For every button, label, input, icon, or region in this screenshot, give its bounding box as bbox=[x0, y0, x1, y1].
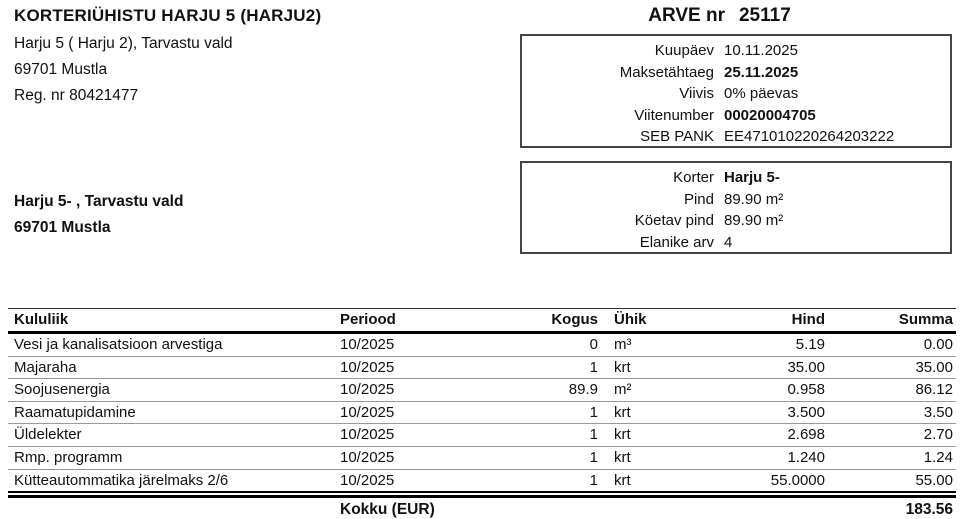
apartment-detail-row bbox=[522, 232, 950, 254]
cell-summa: 86.12 bbox=[915, 381, 953, 399]
cell-kululiik: Raamatupidamine bbox=[14, 403, 136, 421]
apartment-detail-label: Elanike arv bbox=[639, 233, 714, 251]
table-row bbox=[8, 424, 956, 447]
total-row bbox=[8, 498, 956, 519]
invoice-detail-label: Maksetähtaeg bbox=[619, 63, 714, 81]
header-periood: Periood bbox=[340, 311, 396, 328]
total-divider bbox=[8, 491, 956, 498]
cell-summa: 35.00 bbox=[915, 358, 953, 376]
cell-hind: 5.19 bbox=[795, 336, 825, 353]
invoice-detail-row bbox=[522, 105, 950, 127]
apartment-detail-label: Pind bbox=[683, 190, 714, 208]
invoice-detail-row bbox=[522, 126, 950, 148]
invoice-detail-value: 0% päevas bbox=[724, 85, 799, 103]
cell-summa: 3.50 bbox=[923, 403, 953, 421]
issuer-block bbox=[14, 6, 321, 109]
invoice-detail-value: 25.11.2025 bbox=[724, 63, 799, 81]
table-row bbox=[8, 379, 956, 402]
cell-hind: 0.958 bbox=[787, 381, 825, 399]
cell-kogus: 1 bbox=[589, 403, 598, 421]
apartment-detail-row bbox=[522, 189, 950, 211]
cell-yhik: krt bbox=[614, 448, 631, 466]
recipient-block bbox=[14, 189, 183, 241]
total-label: Kokku (EUR) bbox=[340, 501, 435, 519]
cell-yhik: krt bbox=[614, 426, 631, 444]
cell-kogus: 1 bbox=[589, 448, 598, 466]
recipient-line2: 69701 Mustla bbox=[14, 219, 111, 236]
cell-yhik: krt bbox=[614, 403, 631, 421]
cell-kululiik: Vesi ja kanalisatsioon arvestiga bbox=[14, 336, 223, 353]
invoice-detail-label: SEB PANK bbox=[640, 128, 714, 146]
apartment-detail-value: 89.90 m² bbox=[724, 212, 784, 230]
cell-summa: 2.70 bbox=[923, 426, 953, 444]
cell-kululiik: Soojusenergia bbox=[14, 381, 110, 399]
cell-kogus: 1 bbox=[589, 358, 598, 376]
table-row bbox=[8, 402, 956, 425]
cell-periood: 10/2025 bbox=[340, 426, 395, 444]
cell-kululiik: Rmp. programm bbox=[14, 448, 123, 466]
header-kululiik: Kululiik bbox=[14, 311, 69, 328]
cell-yhik: krt bbox=[614, 471, 631, 489]
cell-hind: 1.240 bbox=[787, 448, 825, 466]
invoice-detail-value: 10.11.2025 bbox=[724, 42, 798, 59]
cell-kululiik: Kütteautommatika järelmaks 2/6 bbox=[14, 471, 229, 489]
apartment-detail-value: 4 bbox=[724, 233, 733, 251]
cell-periood: 10/2025 bbox=[340, 336, 395, 353]
invoice-title bbox=[522, 5, 917, 27]
table-row bbox=[8, 470, 956, 492]
charges-table bbox=[8, 308, 956, 519]
cell-periood: 10/2025 bbox=[340, 358, 395, 376]
table-row bbox=[8, 334, 956, 357]
apartment-detail-label: Köetav pind bbox=[634, 212, 714, 230]
cell-periood: 10/2025 bbox=[340, 471, 395, 489]
invoice-detail-label: Kuupäev bbox=[654, 42, 714, 59]
apartment-detail-row bbox=[522, 167, 950, 189]
cell-hind: 35.00 bbox=[787, 358, 825, 376]
cell-summa: 0.00 bbox=[923, 336, 953, 353]
cell-yhik: m² bbox=[614, 381, 632, 399]
issuer-name: KORTERIÜHISTU HARJU 5 (HARJU2) bbox=[14, 6, 322, 25]
issuer-registration: Reg. nr 80421477 bbox=[14, 87, 139, 104]
apartment-detail-value: Harju 5- bbox=[724, 169, 780, 186]
invoice-details-box bbox=[520, 34, 952, 148]
cell-yhik: krt bbox=[614, 358, 631, 376]
cell-kululiik: Majaraha bbox=[14, 358, 77, 376]
invoice-detail-value: 00020004705 bbox=[724, 106, 816, 124]
cell-periood: 10/2025 bbox=[340, 403, 395, 421]
charges-table-body bbox=[8, 334, 956, 491]
cell-kululiik: Üldelekter bbox=[14, 426, 82, 444]
apartment-details-box bbox=[520, 161, 952, 254]
invoice-number: 25117 bbox=[738, 5, 791, 26]
invoice-detail-label: Viitenumber bbox=[634, 106, 714, 124]
cell-hind: 3.500 bbox=[787, 403, 825, 421]
cell-hind: 2.698 bbox=[787, 426, 825, 444]
invoice-detail-value: EE471010220264203222 bbox=[724, 128, 895, 146]
apartment-detail-value: 89.90 m² bbox=[724, 190, 784, 208]
cell-summa: 55.00 bbox=[915, 471, 953, 489]
invoice-title-label: ARVE nr bbox=[648, 5, 725, 26]
header-yhik: Ühik bbox=[614, 311, 647, 328]
cell-hind: 55.0000 bbox=[770, 471, 825, 489]
cell-kogus: 89.9 bbox=[568, 381, 598, 399]
total-value: 183.56 bbox=[905, 501, 953, 519]
cell-periood: 10/2025 bbox=[340, 448, 395, 466]
header-hind: Hind bbox=[791, 311, 825, 328]
issuer-address-line1: Harju 5 ( Harju 2), Tarvastu vald bbox=[14, 35, 233, 52]
invoice-detail-row bbox=[522, 62, 950, 84]
table-row bbox=[8, 357, 956, 380]
invoice-detail-row bbox=[522, 40, 950, 62]
apartment-detail-row bbox=[522, 210, 950, 232]
cell-kogus: 1 bbox=[589, 471, 598, 489]
header-kogus: Kogus bbox=[551, 311, 598, 328]
cell-summa: 1.24 bbox=[923, 448, 953, 466]
cell-kogus: 1 bbox=[589, 426, 598, 444]
cell-periood: 10/2025 bbox=[340, 381, 395, 399]
cell-kogus: 0 bbox=[589, 336, 598, 353]
table-row bbox=[8, 447, 956, 470]
apartment-detail-label: Korter bbox=[673, 169, 714, 186]
invoice-detail-label: Viivis bbox=[679, 85, 714, 103]
issuer-address-line2: 69701 Mustla bbox=[14, 61, 108, 78]
invoice-detail-row bbox=[522, 83, 950, 105]
recipient-line1: Harju 5- , Tarvastu vald bbox=[14, 193, 184, 210]
cell-yhik: m³ bbox=[614, 336, 632, 353]
header-summa: Summa bbox=[898, 311, 953, 328]
charges-table-header bbox=[8, 308, 956, 334]
